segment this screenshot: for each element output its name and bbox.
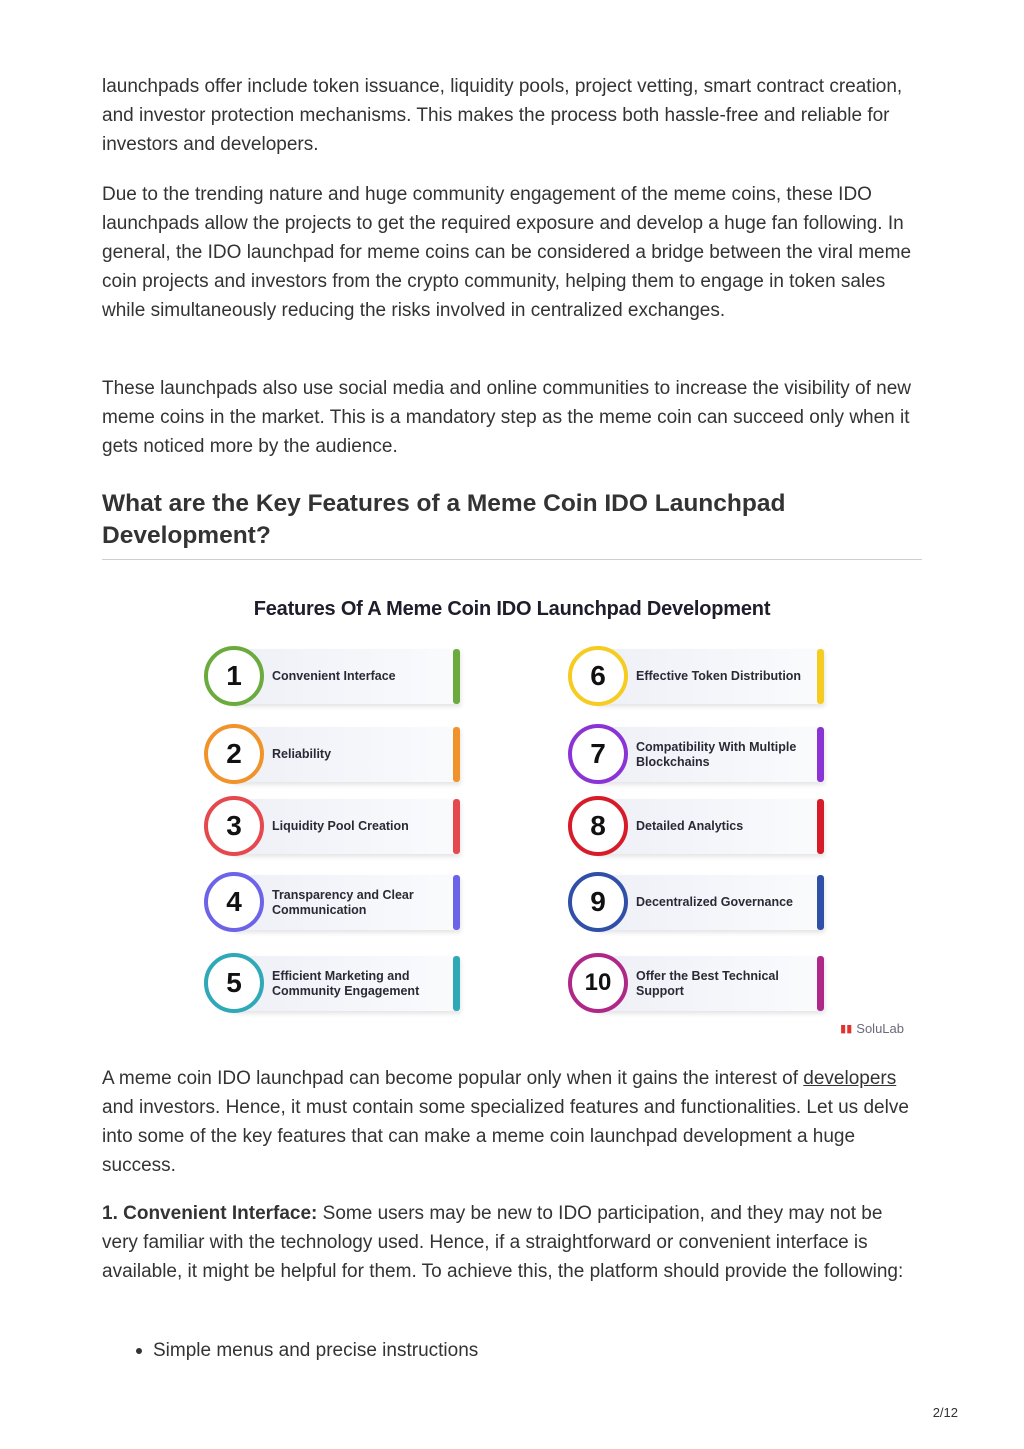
feature-accent-bar [817, 799, 824, 854]
feature-card [596, 956, 824, 1011]
feature-number-badge: 5 [204, 953, 264, 1013]
feature-accent-bar [453, 799, 460, 854]
feature-accent-bar [817, 727, 824, 782]
feature-card [232, 799, 460, 854]
feature-accent-bar [453, 727, 460, 782]
feature-label: Efficient Marketing and Community Engagement [272, 968, 420, 998]
feature-item-3 [204, 796, 470, 858]
brand-watermark [840, 1021, 904, 1036]
feature-number-badge: 10 [568, 953, 628, 1013]
feature-card [232, 956, 460, 1011]
feature-number-badge: 2 [204, 724, 264, 784]
feature-label: Transparency and Clear Communication [272, 887, 414, 917]
feature-number-badge: 6 [568, 646, 628, 706]
feature-accent-bar [453, 875, 460, 930]
feature-card [232, 875, 460, 930]
feature-number-badge: 3 [204, 796, 264, 856]
paragraph-5 [102, 1199, 922, 1286]
feature-label: Decentralized Governance [636, 895, 794, 909]
solulab-logo-icon: ▮▮ [840, 1023, 853, 1035]
feature-card [232, 727, 460, 782]
feature-label: Detailed Analytics [636, 819, 744, 833]
feature-card [596, 649, 824, 704]
paragraph-2: Due to the trending nature and huge community engagement of the meme coins, these IDO launchpads allow the projects to get the required exposure and develop a huge fan following. In general, the IDO launchpad for meme coins can be considered a bridge between the viral meme coin projects and investors from the crypto community, helping them to engage in token sales while simultaneously reducing the risks involved in centralized exchanges. [102, 184, 912, 321]
feature-item-2 [204, 724, 470, 786]
feature-number-badge: 4 [204, 872, 264, 932]
bullet-item: Simple menus and precise instructions [153, 1336, 478, 1365]
feature-1-text: Some users may be new to IDO participation, and they may not be very familiar with the technology used. Hence, if a straightforward or convenient interface is available, it might be helpful for them. To achieve this, the platform should provide the following: [102, 1203, 904, 1282]
paragraph-4-end: and investors. Hence, it must contain some specialized features and functionalities. Let us delve into some of the key features that can make a meme coin launchpad development a huge success. [102, 1097, 909, 1176]
infographic-title: Features Of A Meme Coin IDO Launchpad Development [253, 598, 771, 620]
feature-card [596, 875, 824, 930]
feature-card [596, 799, 824, 854]
paragraph-4 [102, 1064, 922, 1180]
feature-card [232, 649, 460, 704]
feature-accent-bar [817, 956, 824, 1011]
features-infographic [102, 580, 922, 1040]
feature-item-1 [204, 646, 470, 708]
feature-item-7 [568, 724, 834, 786]
feature-number-badge: 8 [568, 796, 628, 856]
feature-accent-bar [817, 649, 824, 704]
feature-1-heading: 1. Convenient Interface: [102, 1203, 318, 1224]
feature-label: Effective Token Distribution [636, 669, 802, 683]
paragraph-1: launchpads offer include token issuance, liquidity pools, project vetting, smart contract creation, and investor protection mechanisms. This makes the process both hassle-free and reliable for investors and developers. [102, 76, 903, 155]
page-number: 2/12 [932, 1405, 958, 1420]
feature-label: Convenient Interface [272, 669, 396, 683]
feature-number-badge: 9 [568, 872, 628, 932]
feature-label: Compatibility With Multiple Blockchains [636, 739, 797, 769]
feature-item-8 [568, 796, 834, 858]
paragraph-3: These launchpads also use social media and online communities to increase the visibility of new meme coins in the market. This is a mandatory step as the meme coin can succeed only when it gets noticed more by the audience. [102, 378, 911, 457]
feature-item-10 [568, 953, 834, 1015]
section-heading: What are the Key Features of a Meme Coin IDO Launchpad Development? [102, 490, 786, 549]
bullet-list [102, 1336, 478, 1365]
feature-item-5 [204, 953, 470, 1015]
paragraph-4-start: A meme coin IDO launchpad can become popular only when it gains the interest of [102, 1068, 804, 1089]
feature-item-9 [568, 872, 834, 934]
developers-link[interactable]: developers [803, 1068, 897, 1089]
brand-name: SoluLab [856, 1021, 904, 1036]
feature-accent-bar [817, 875, 824, 930]
feature-label: Liquidity Pool Creation [272, 819, 409, 833]
feature-item-4 [204, 872, 470, 934]
feature-label: Reliability [272, 747, 332, 761]
feature-label: Offer the Best Technical Support [636, 968, 779, 998]
feature-number-badge: 7 [568, 724, 628, 784]
feature-accent-bar [453, 956, 460, 1011]
feature-number-badge: 1 [204, 646, 264, 706]
feature-accent-bar [453, 649, 460, 704]
heading-divider [102, 559, 922, 560]
feature-item-6 [568, 646, 834, 708]
feature-card [596, 727, 824, 782]
